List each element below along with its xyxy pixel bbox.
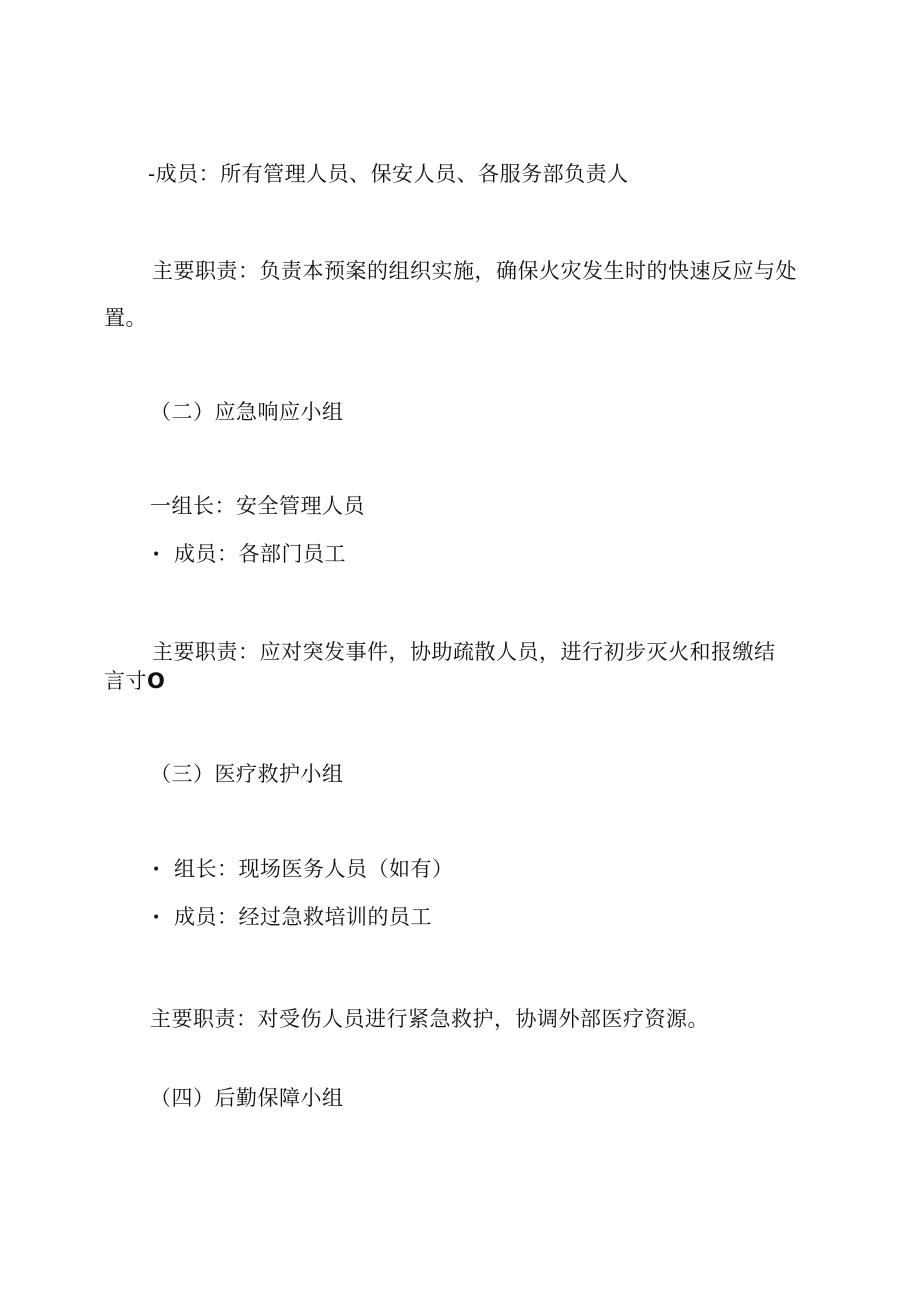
bullet-icon: • [152,910,161,926]
group-one-members: -成员：所有管理人员、保安人员、各服务部负责人 [148,162,629,186]
bullet-icon: • [152,862,161,878]
section-two-duty-line2-tail: O [147,669,166,693]
section-three-duty: 主要职责：对受伤人员进行紧急救护，协调外部医疗资源。 [150,1007,709,1031]
section-three-members: 成员：经过急救培训的员工 [174,905,432,929]
group-one-duty-line2: 置。 [104,306,147,330]
section-two-members-item [152,540,346,569]
group-one-duty-line1: 主要职责：负责本预案的组织实施，确保火灾发生时的快速反应与处 [152,259,797,283]
section-four-heading: （四）后勤保障小组 [150,1086,344,1110]
section-three-heading: （三）医疗救护小组 [150,762,344,786]
section-two-leader: 一组长：安全管理人员 [150,494,365,518]
section-two-members: 成员：各部门员工 [174,542,346,566]
section-two-duty-line2: 言寸 [104,669,147,693]
section-two-duty-line2-wrap [104,667,165,695]
section-three-leader-item [152,855,454,884]
section-two-heading: （二）应急响应小组 [150,400,344,424]
bullet-icon: • [152,547,161,563]
section-three-leader: 组长：现场医务人员（如有） [174,857,454,881]
section-three-members-item [152,903,432,932]
section-two-duty-line1: 主要职责：应对突发事件，协助疏散人员，进行初步灭火和报缴结 [152,640,776,664]
